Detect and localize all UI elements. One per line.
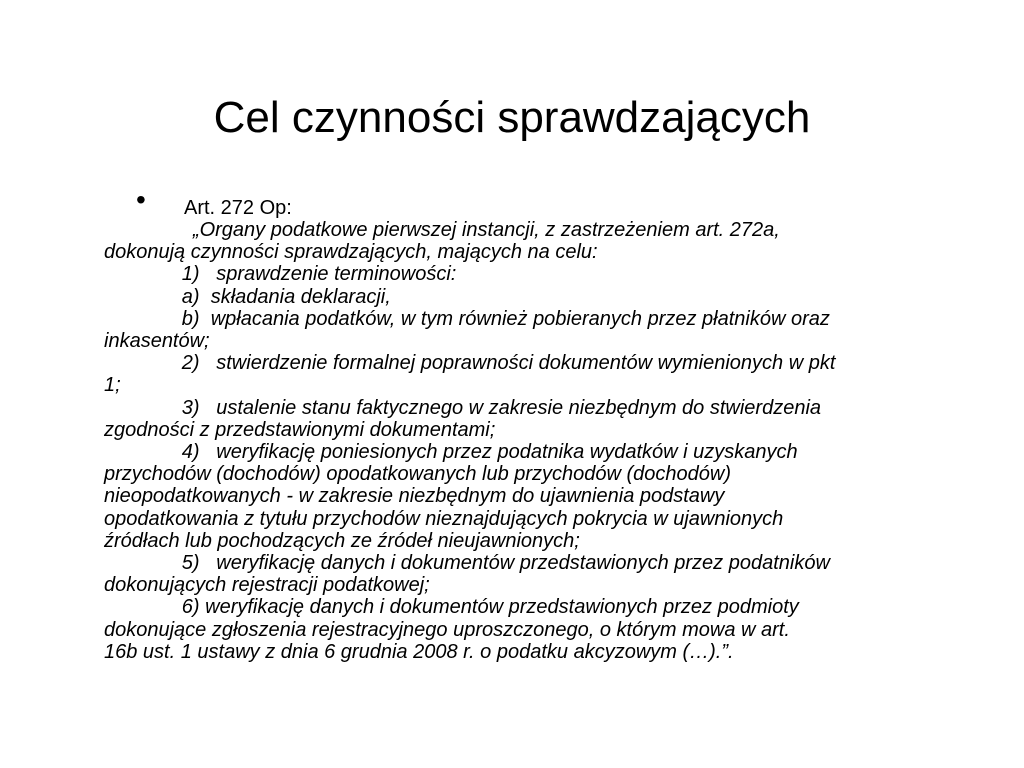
article-body-line: zgodności z przedstawionymi dokumentami; [104, 418, 496, 441]
article-body-line: 5) weryfikację danych i dokumentów przedstawionych przez podatników [104, 552, 830, 575]
article-body-line: 6) weryfikację danych i dokumentów przedstawionych przez podmioty [104, 596, 799, 619]
article-body-line: 2) stwierdzenie formalnej poprawności dokumentów wymienionych w pkt [104, 352, 836, 375]
article-body-line: 1; [104, 374, 121, 397]
article-body-line: inkasentów; [104, 330, 210, 353]
article-body-line: przychodów (dochodów) opodatkowanych lub przychodów (dochodów) [104, 463, 732, 486]
slide-title: Cel czynności sprawdzających [213, 93, 811, 142]
article-body-line: 1) sprawdzenie terminowości: [104, 263, 457, 286]
article-body-line: 16b ust. 1 ustawy z dnia 6 grudnia 2008 r. o podatku akcyzowym (…).”. [104, 640, 734, 663]
article-body-line: 4) weryfikację poniesionych przez podatnika wydatków i uzyskanych [104, 441, 798, 464]
article-body-line: dokonujących rejestracji podatkowej; [104, 574, 430, 597]
article-body-line: nieopodatkowanych - w zakresie niezbędnym do ujawnienia podstawy [104, 485, 725, 508]
bullet-marker: • [136, 184, 146, 215]
article-body-line: 3) ustalenie stanu faktycznego w zakresie niezbędnym do stwierdzenia [104, 396, 822, 419]
article-body-line: dokonujące zgłoszenia rejestracyjnego uproszczonego, o którym mowa w art. [104, 618, 790, 641]
article-body-line: a) składania deklaracji, [104, 285, 391, 308]
article-body [104, 219, 924, 663]
article-body-line: dokonują czynności sprawdzających, mających na celu: [104, 241, 598, 264]
article-heading: Art. 272 Op: [184, 197, 292, 219]
article-body-line: opodatkowania z tytułu przychodów nieznajdujących pokrycia w ujawnionych [104, 507, 784, 530]
article-body-line: b) wpłacania podatków, w tym również pobieranych przez płatników oraz [104, 307, 830, 330]
article-body-line: źródłach lub pochodzących ze źródeł nieujawnionych; [104, 529, 580, 552]
article-body-line: „Organy podatkowe pierwszej instancji, z zastrzeżeniem art. 272a, [104, 219, 780, 241]
